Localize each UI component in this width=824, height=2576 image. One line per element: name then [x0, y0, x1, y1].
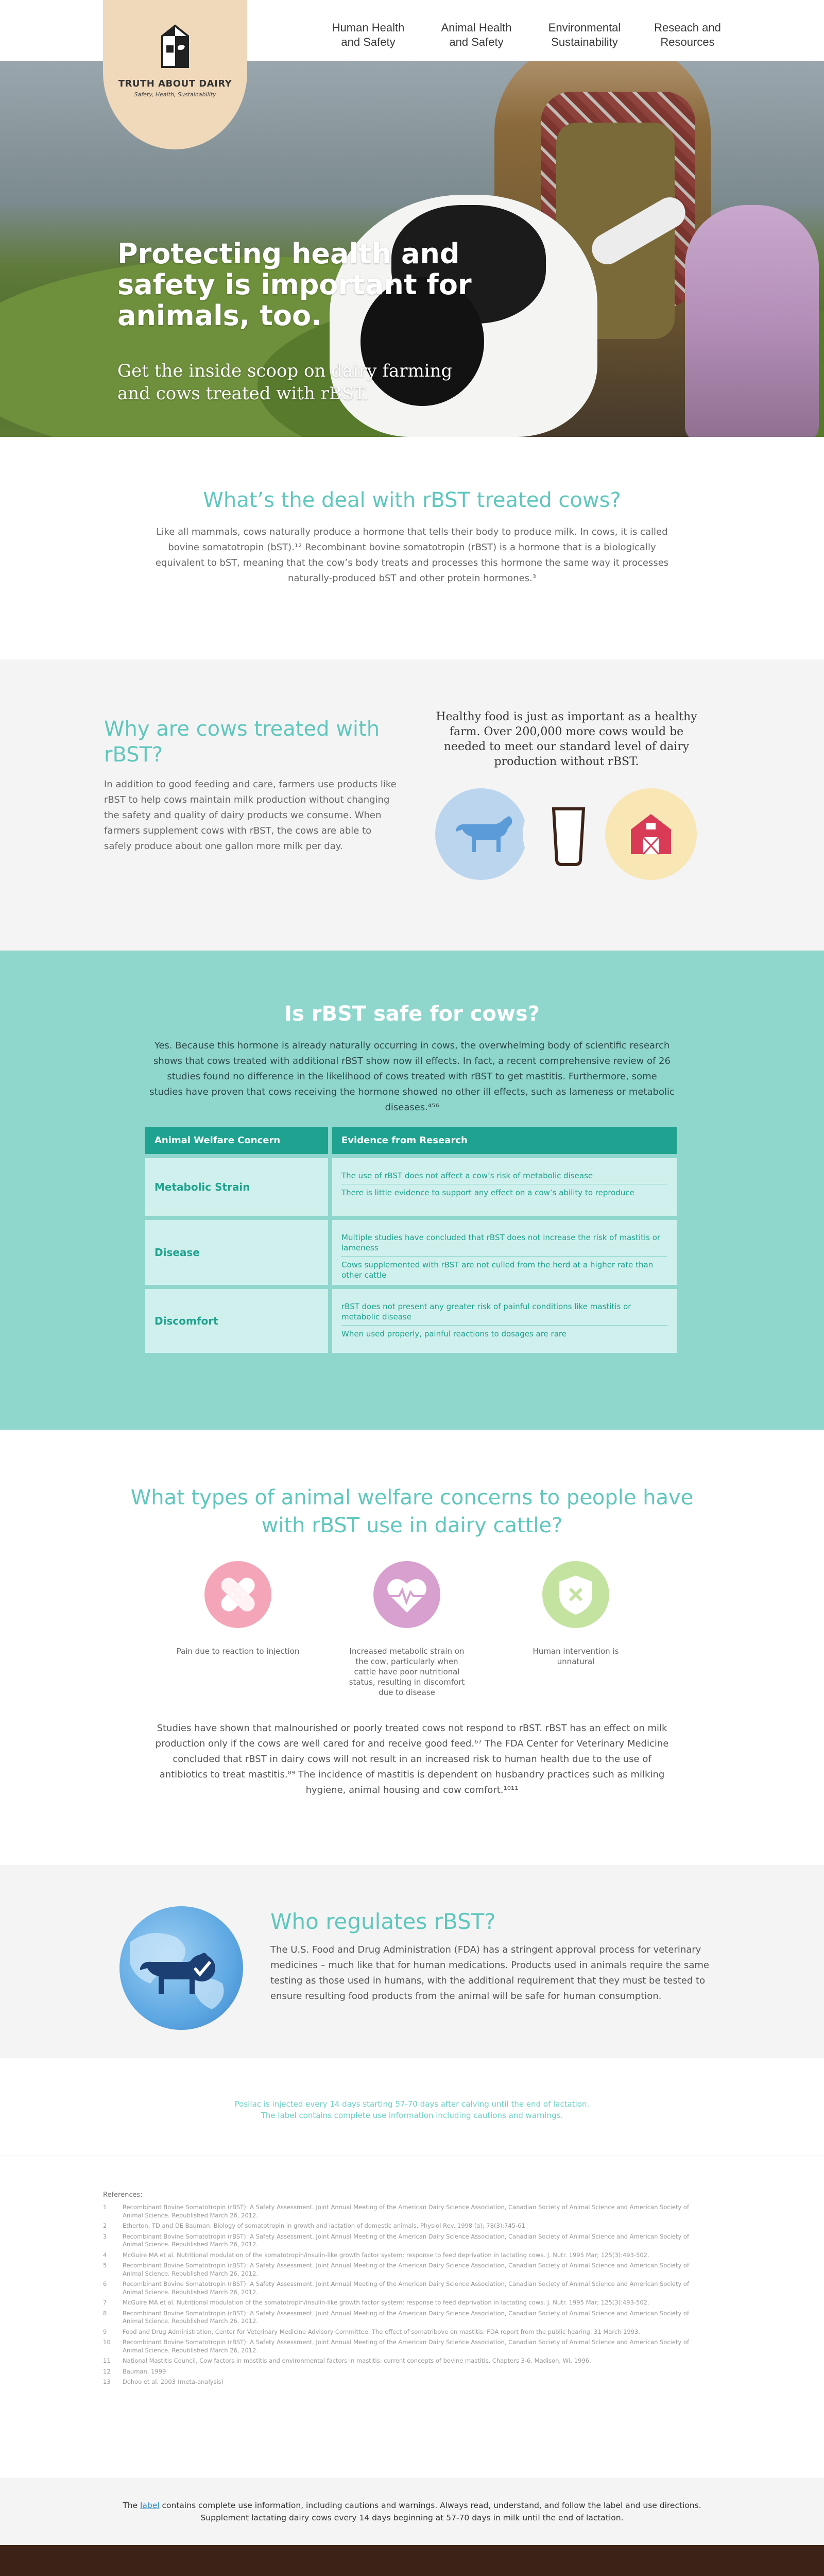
usage-notice	[0, 2058, 824, 2156]
section-why-treated	[0, 659, 824, 951]
evidence-item: Cows supplemented with rBST are not culled from the herd at a higher rate than other cattle	[341, 1260, 654, 1280]
concern-caption: Human intervention is unnatural	[533, 1647, 619, 1666]
section-heading: What types of animal welfare concerns to people have with rBST use in dairy cattle?	[130, 1486, 694, 1537]
fact-callout: Healthy food is just as important as a healthy farm. Over 200,000 more cows would be needed to meet our standard level of dairy production without rBST.	[436, 710, 697, 768]
reference-text: Food and Drug Administration, Center for Veterinary Medicine Advisory Committee. The effect of somatribove on mastitis: FDA report from the public hearing. 31 March 1993.	[123, 2328, 641, 2335]
milk-carton-icon	[152, 21, 198, 72]
section-rbst-deal	[0, 437, 824, 659]
section-body: Yes. Because this hormone is already naturally occurring in cows, the overwhelming body of scientific research shows that cows treated with additional rBST show now ill effects. In fact, a recent comprehensive review of 26 studies found no difference in the likelihood of cows treated with rBST to get mastitis. Furthermore, some studies have proven that cows receiving the hormone showed no other ill effects, such as lameness or metabolic diseases.⁴⁵⁶	[149, 1040, 675, 1113]
nav-label-line1: Environmental	[548, 21, 621, 34]
nav-label-line2: and Safety	[341, 36, 396, 48]
references-list	[103, 2204, 711, 2389]
nav-label-line1: Human Health	[332, 21, 405, 34]
disclaimer-text: contains complete use information, including cautions and warnings. Always read, understand, and follow the label and use directions.	[159, 2501, 701, 2510]
evidence-cell	[332, 1289, 677, 1353]
hero-subtitle: Get the inside scoop on dairy farming and cows treated with rBST.	[117, 361, 453, 404]
nav-label-line2: Resources	[660, 36, 715, 48]
nav-animal-health[interactable]	[427, 21, 525, 49]
reference-number: 1	[103, 2204, 107, 2211]
reference-item	[103, 2251, 711, 2260]
milk-glass-icon	[523, 788, 614, 880]
disclaimer-line: Supplement lactating dairy cows every 14 days beginning at 57-70 days in milk until the end of lactation.	[200, 2513, 624, 2522]
references-section	[0, 2156, 824, 2478]
section-heading: Is rBST safe for cows?	[284, 1002, 540, 1026]
reference-item	[103, 2328, 711, 2336]
nav-research[interactable]	[639, 21, 736, 49]
reference-number: 4	[103, 2251, 107, 2259]
reference-item	[103, 2338, 711, 2354]
nav-environmental[interactable]	[536, 21, 633, 49]
reference-number: 13	[103, 2378, 111, 2385]
usage-line: The label contains complete use information including cautions and warnings.	[261, 2111, 563, 2120]
heart-rate-icon	[373, 1561, 440, 1628]
reference-text: Etherton, TD and DE Bauman. Biology of somatotropin in growth and lactation of domestic animals. Physiol Rev. 1998 (a); 78(3):745-61	[123, 2222, 525, 2229]
concern-cell: Discomfort	[145, 1289, 328, 1353]
concern-cell: Disease	[145, 1220, 328, 1285]
reference-item	[103, 2233, 711, 2249]
reference-text: National Mastitis Council, Cow factors in mastitis and environmental factors in mastitis: current concepts of bovine mastitis. Chapters 3-6. Madison, WI. 1996.	[123, 2357, 591, 2364]
reference-text: Recombinant Bovine Somatotropin (rBST): A Safety Assessment. Joint Annual Meeting of the American Dairy Science Association, Canadian Society of Animal Science and American Society of Animal Science. Republished March 26, 2012.	[123, 2204, 689, 2219]
reference-item	[103, 2262, 711, 2278]
section-body: In addition to good feeding and care, farmers use products like rBST to help cows maintain milk production without changing the safety and quality of dairy products we consume. When farmers supplement cows with rBST, the cows are able to safely produce about one gallon more milk per day.	[104, 779, 397, 852]
section-heading: Why are cows treated with rBST?	[104, 717, 380, 767]
disclaimer-prefix: The	[123, 2501, 141, 2510]
reference-item	[103, 2299, 711, 2307]
logo-tagline: Safety, Health, Sustainability	[134, 91, 216, 98]
concern-caption: Pain due to reaction to injection	[176, 1647, 300, 1656]
evidence-cell	[332, 1158, 677, 1216]
bandage-icon	[204, 1561, 271, 1628]
reference-text: Recombinant Bovine Somatotropin (rBST): A Safety Assessment. Joint Annual Meeting of the American Dairy Science Association, Canadian Society of Animal Science and American Society of Animal Science. Republished March 26, 2012.	[123, 2262, 689, 2277]
shield-x-icon	[542, 1561, 609, 1628]
reference-item	[103, 2204, 711, 2219]
nav-label-line2: and Safety	[449, 36, 504, 48]
evidence-item: When used properly, painful reactions to dosages are rare	[341, 1329, 566, 1338]
reference-item	[103, 2378, 711, 2386]
section-is-rbst-safe	[0, 951, 824, 1430]
table-header	[145, 1127, 677, 1154]
table-row	[145, 1220, 677, 1285]
reference-text: McGuire MA et al. Nutritional modulation of the somatotropin/insulin-like growth factor system: response to feed deprivation in lactating cows. J. Nutr. 1995 Mar; 125(3):493-502.	[123, 2251, 649, 2259]
evidence-cell	[332, 1220, 677, 1285]
logo-title: TRUTH ABOUT DAIRY	[118, 78, 232, 89]
reference-text: Recombinant Bovine Somatotropin (rBST): A Safety Assessment. Joint Annual Meeting of the American Dairy Science Association, Canadian Society of Animal Science and American Society of Animal Science. Republished March 26, 2012.	[123, 2232, 689, 2248]
evidence-item: The use of rBST does not affect a cow’s risk of metabolic disease	[341, 1167, 667, 1184]
hero-child-photo	[685, 205, 819, 437]
reference-number: 12	[103, 2367, 111, 2375]
reference-text: McGuire MA et al. Nutritional modulation of the somatotropin/insulin-like growth factor system: response to feed deprivation in lactating cows. J. Nutr. 1995 Mar; 125(3):493-502.	[123, 2299, 649, 2306]
section-welfare-concerns	[0, 1430, 824, 1865]
section-who-regulates	[0, 1865, 824, 2058]
reference-number: 11	[103, 2357, 111, 2364]
column-header: Animal Welfare Concern	[145, 1127, 328, 1154]
section-heading: Who regulates rBST?	[270, 1909, 496, 1934]
label-disclaimer	[0, 2478, 824, 2545]
nav-label-line1: Reseach and	[654, 21, 721, 34]
reference-text: Recombinant Bovine Somatotropin (rBST): A Safety Assessment. Joint Annual Meeting of the American Dairy Science Association, Canadian Society of Animal Science and American Society of Animal Science. Republished March 26, 2012.	[123, 2280, 689, 2296]
reference-item	[103, 2357, 711, 2365]
reference-number: 9	[103, 2328, 107, 2335]
concern-caption: Increased metabolic strain on the cow, particularly when cattle have poor nutritional status, resulting in discomfort due to disease	[349, 1647, 465, 1697]
evidence-item: rBST does not present any greater risk of painful conditions like mastitis or metabolic disease	[341, 1298, 667, 1326]
evidence-item: There is little evidence to support any effect on a cow’s ability to reproduce	[341, 1188, 634, 1197]
section-heading: What’s the deal with rBST treated cows?	[203, 488, 621, 512]
reference-number: 5	[103, 2262, 107, 2269]
nav-label-line1: Animal Health	[441, 21, 512, 34]
barn-icon	[605, 788, 697, 880]
references-title: References:	[103, 2191, 143, 2199]
reference-number: 8	[103, 2309, 107, 2317]
section-body: Like all mammals, cows naturally produce a hormone that tells their body to produce milk. In cows, it is called bovine somatotropin (bST).¹² Recombinant bovine somatotropin (rBST) is a hormone that is a biologically equivalent to bST, meaning that the cow’s body treats and processes this hormone the same way it processes naturally-produced bST and other protein hormones.³	[155, 527, 669, 584]
reference-item	[103, 2280, 711, 2296]
reference-item	[103, 2310, 711, 2326]
column-header: Evidence from Research	[332, 1127, 677, 1154]
reference-number: 2	[103, 2222, 107, 2229]
reference-text: Bauman, 1999	[123, 2367, 166, 2375]
evidence-item: Multiple studies have concluded that rBST does not increase the risk of mastitis or lameness	[341, 1229, 667, 1257]
site-logo[interactable]	[103, 0, 247, 149]
usage-line: Posilac is injected every 14 days starting 57-70 days after calving until the end of lactation.	[234, 2099, 590, 2109]
reference-text: Recombinant Bovine Somatotropin (rBST): A Safety Assessment. Joint Annual Meeting of the American Dairy Science Association, Canadian Society of Animal Science and American Society of Animal Science. Republished March 26, 2012.	[123, 2309, 689, 2325]
reference-item	[103, 2222, 711, 2230]
reference-number: 3	[103, 2232, 107, 2240]
disclaimer-line	[0, 2501, 824, 2510]
globe-cow-icon	[119, 1906, 243, 2030]
section-body: The U.S. Food and Drug Administration (FDA) has a stringent approval process for veterinary medicines – much like that for human medications. Products used in animals require the same testing as those used in humans, with the additional requirement that they must be tested to ensure resulting food products from the animal will be safe for human consumption.	[270, 1944, 709, 2002]
table-row	[145, 1289, 677, 1353]
label-link[interactable]: label	[140, 2501, 160, 2510]
section-body: Studies have shown that malnourished or poorly treated cows not respond to rBST. rBST has an effect on milk production only if the cows are well cared for and receive good feed.⁶⁷ The FDA Center for Veterinary Medicine concluded that rBST in dairy cows will not result in an increased risk to human health due to the use of antibiotics to treat mastitis.⁸⁹ The incidence of mastitis is dependent on husbandry practices such as milking hygiene, animal housing and cow comfort.¹⁰¹¹	[155, 1723, 669, 1795]
concern-cell: Metabolic Strain	[145, 1158, 328, 1216]
reference-item	[103, 2368, 711, 2376]
site-footer	[0, 2545, 824, 2576]
hero-title: Protecting health and safety is important for animals, too.	[117, 238, 472, 332]
cow-icon	[435, 788, 527, 880]
nav-human-health[interactable]	[319, 21, 417, 49]
reference-number: 10	[103, 2338, 111, 2346]
nav-label-line2: Sustainability	[551, 36, 618, 48]
reference-number: 7	[103, 2299, 107, 2306]
reference-number: 6	[103, 2280, 107, 2287]
table-row	[145, 1158, 677, 1216]
reference-text: Dohoo et al. 2003 (meta-analysis)	[123, 2378, 224, 2385]
reference-text: Recombinant Bovine Somatotropin (rBST): A Safety Assessment. Joint Annual Meeting of the American Dairy Science Association, Canadian Society of Animal Science and American Society of Animal Science. Republished March 26, 2012.	[123, 2338, 689, 2354]
